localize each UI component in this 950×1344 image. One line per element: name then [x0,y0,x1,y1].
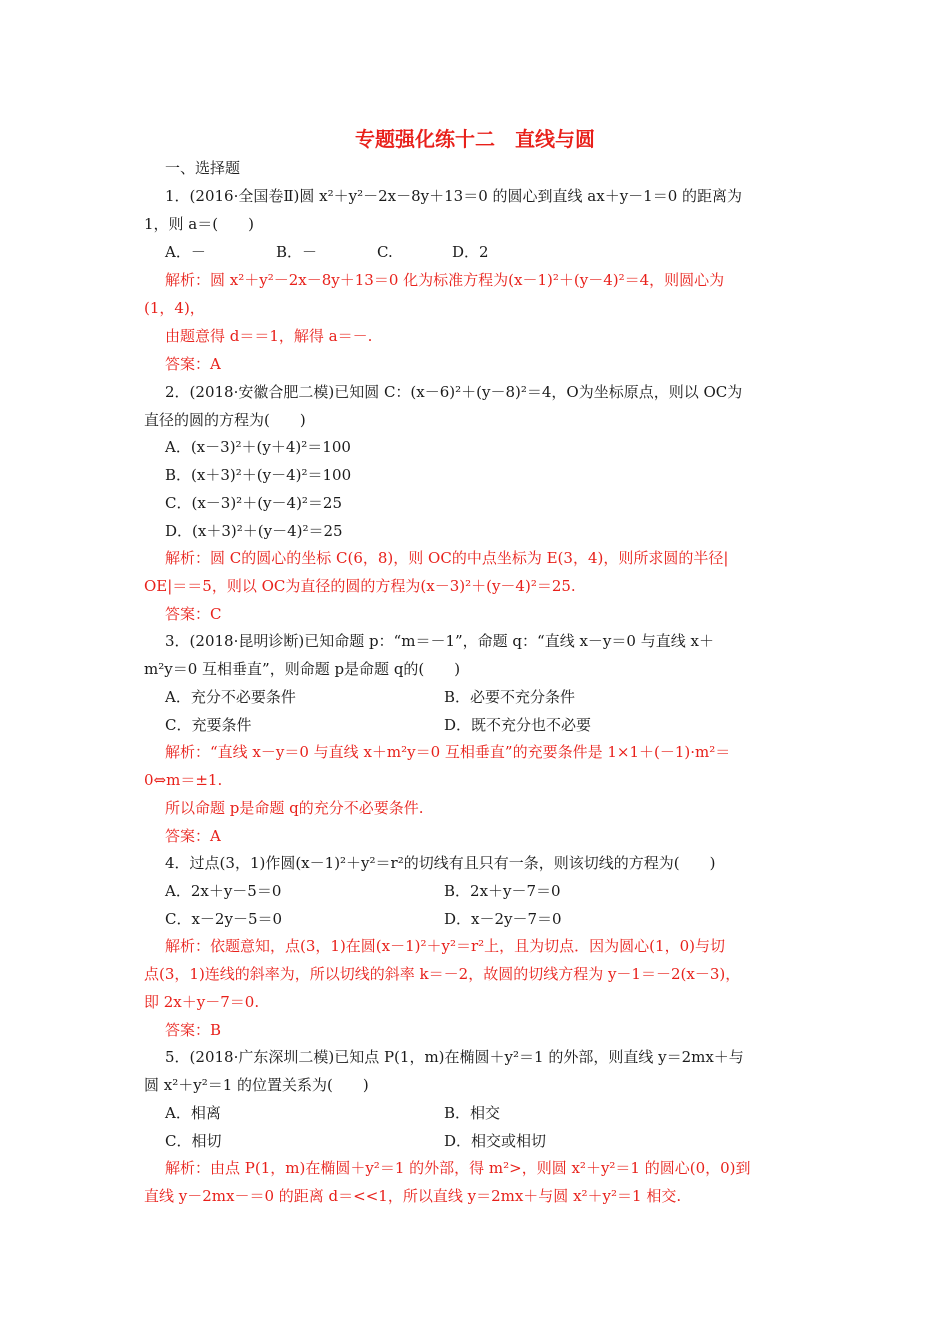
section-heading: 一、选择题 [165,159,241,177]
q4-option-c: C．x－2y－5＝0 [165,910,283,928]
q4-option-a: A．2x＋y－5＝0 [165,882,282,900]
q3-solution-line3: 所以命题 p是命题 q的充分不必要条件. [165,799,424,817]
q5-option-c: C．相切 [165,1132,222,1150]
q5-option-b: B．相交 [444,1104,501,1122]
q3-solution-line2: 0⇔m＝±1. [144,771,223,789]
q3-option-d: D．既不充分也不必要 [444,716,592,734]
q1-solution-line1: 解析：圆 x²＋y²－2x－8y＋13＝0 化为标准方程为(x－1)²＋(y－4)²＝4，则圆心为 [165,271,725,289]
q5-solution-line2: 直线 y－2mx－＝0 的距离 d＝<<1，所以直线 y＝2mx＋与圆 x²＋y²＝1 相交. [144,1187,682,1205]
q2-option-d: D．(x＋3)²＋(y－4)²＝25 [165,522,343,540]
q1-answer: 答案：A [165,355,221,373]
q2-answer: 答案：C [165,605,222,623]
q3-answer: 答案：A [165,827,221,845]
q2-solution-line1: 解析：圆 C的圆心的坐标 C(6，8)，则 OC的中点坐标为 E(3，4)，则所求圆的半径| [165,549,729,567]
q2-option-b: B．(x＋3)²＋(y－4)²＝100 [165,466,352,484]
q4-solution-line1: 解析：依题意知，点(3，1)在圆(x－1)²＋y²＝r²上，且为切点．因为圆心(1，0)与切 [165,937,725,955]
q3-solution-line1: 解析：“直线 x－y＝0 与直线 x＋m²y＝0 互相垂直”的充要条件是 1×1＋(－1)·m²＝ [165,743,731,761]
q4-solution-line3: 即 2x＋y－7＝0. [144,993,260,1011]
q2-solution-line2: OE|＝＝5，则以 OC为直径的圆的方程为(x－3)²＋(y－4)²＝25. [144,577,576,595]
page-title: 专题强化练十二 直线与圆 [355,127,595,151]
q3-stem-line2: m²y＝0 互相垂直”，则命题 p是命题 q的( ) [144,660,461,678]
q2-option-c: C．(x－3)²＋(y－4)²＝25 [165,494,343,512]
q5-solution-line1: 解析：由点 P(1，m)在椭圆＋y²＝1 的外部，得 m²>，则圆 x²＋y²＝1 的圆心(0，0)到 [165,1159,751,1177]
q5-option-a: A．相离 [165,1104,221,1122]
q4-option-d: D．x－2y－7＝0 [444,910,562,928]
q3-stem-line1: 3．(2018·昆明诊断)已知命题 p：“m＝－1”，命题 q：“直线 x－y＝0 与直线 x＋ [165,632,714,650]
q4-answer: 答案：B [165,1021,222,1039]
q1-stem-line2: 1，则 a＝( ) [144,215,254,233]
q1-option-a: A．－ [165,243,206,261]
q1-solution-line3: 由题意得 d＝＝1，解得 a＝－. [165,327,373,345]
q4-solution-line2: 点(3，1)连线的斜率为，所以切线的斜率 k＝－2，故圆的切线方程为 y－1＝－2(x－3)， [144,965,741,983]
q4-stem-line1: 4．过点(3，1)作圆(x－1)²＋y²＝r²的切线有且只有一条，则该切线的方程为( ) [165,854,716,872]
q1-solution-line2: (1，4)， [144,299,205,317]
q3-option-b: B．必要不充分条件 [444,688,576,706]
q1-option-d: D．2 [452,243,489,261]
q3-option-a: A．充分不必要条件 [165,688,296,706]
q2-stem-line1: 2．(2018·安徽合肥二模)已知圆 C：(x－6)²＋(y－8)²＝4，O为坐标原点，则以 OC为 [165,383,743,401]
q1-option-c: C. [377,243,393,261]
q2-option-a: A．(x－3)²＋(y＋4)²＝100 [165,438,351,456]
q5-stem-line1: 5．(2018·广东深圳二模)已知点 P(1，m)在椭圆＋y²＝1 的外部，则直线 y＝2mx＋与 [165,1048,744,1066]
q1-option-b: B．－ [276,243,318,261]
q4-option-b: B．2x＋y－7＝0 [444,882,561,900]
q3-option-c: C．充要条件 [165,716,252,734]
q5-option-d: D．相交或相切 [444,1132,547,1150]
q2-stem-line2: 直径的圆的方程为( ) [144,411,306,429]
q1-stem-line1: 1．(2016·全国卷Ⅱ)圆 x²＋y²－2x－8y＋13＝0 的圆心到直线 ax＋y－1＝0 的距离为 [165,187,743,205]
q5-stem-line2: 圆 x²＋y²＝1 的位置关系为( ) [144,1076,369,1094]
